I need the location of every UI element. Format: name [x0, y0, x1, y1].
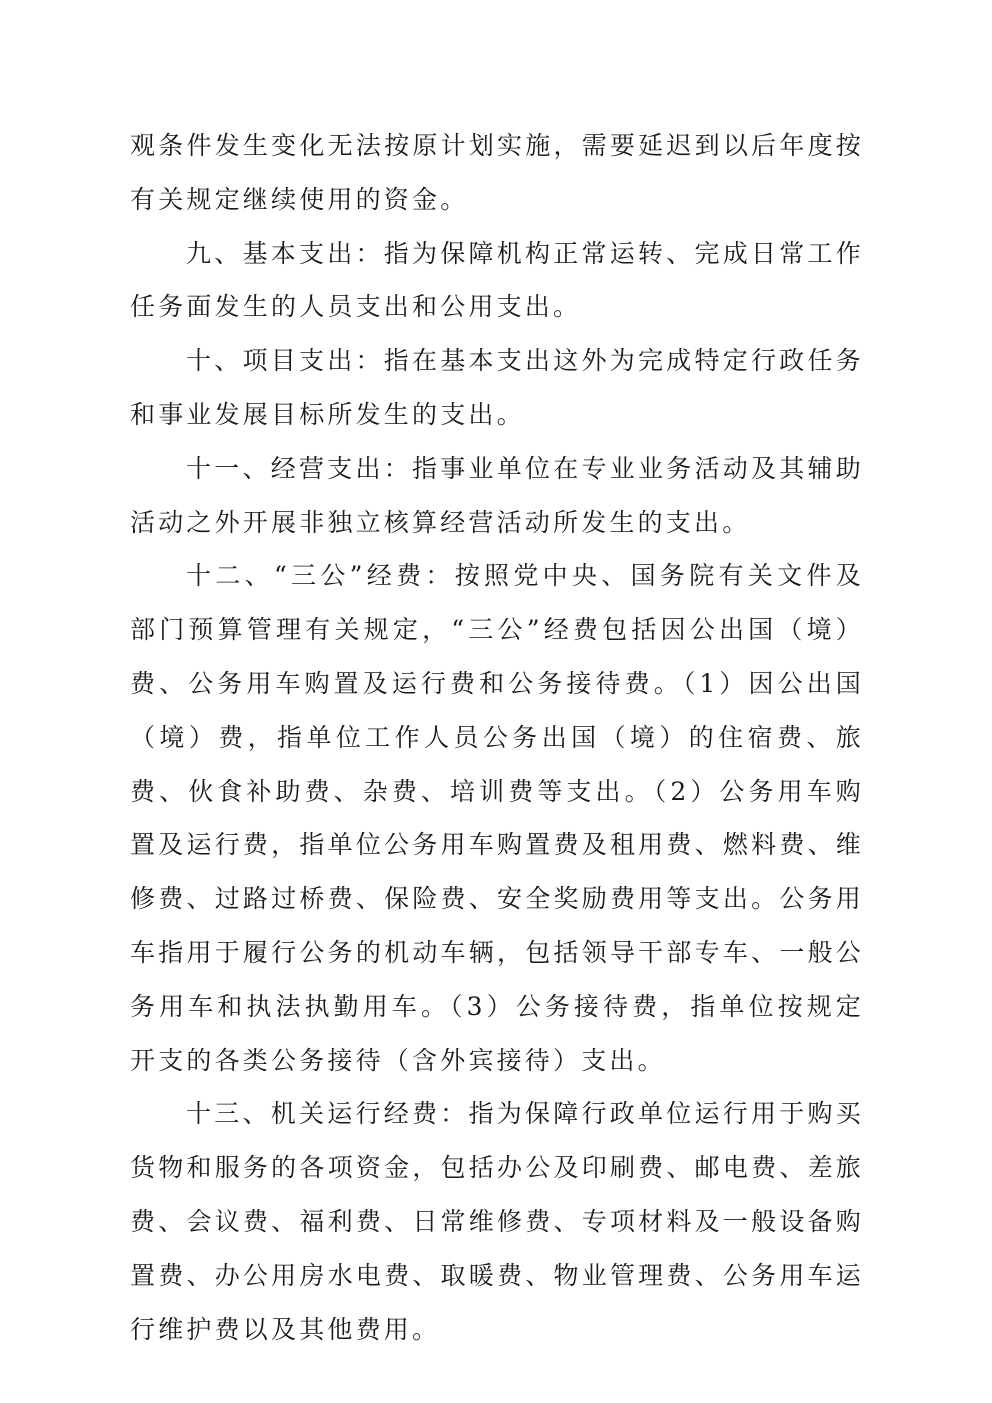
- document-body: [130, 119, 864, 1356]
- paragraph-agency-operating-funds: 十三、机关运行经费：指为保障行政单位运行用于购买货物和服务的各项资金，包括办公及印刷费、邮电费、差旅费、会议费、福利费、日常维修费、专项材料及一般设备购置费、办公用房水电费、取暖费、物业管理费、公务用车运行维护费以及其他费用。: [130, 1099, 864, 1344]
- paragraph-three-public-funds: 十二、“三公”经费：按照党中央、国务院有关文件及部门预算管理有关规定，“三公”经费包括因公出国（境）费、公务用车购置及运行费和公务接待费。（1）因公出国（境）费，指单位工作人员公务出国（境）的住宿费、旅费、伙食补助费、杂费、培训费等支出。（2）公务用车购置及运行费，指单位公务用车购置费及租用费、燃料费、维修费、过路过桥费、保险费、安全奖励费用等支出。公务用车指用于履行公务的机动车辆，包括领导干部专车、一般公务用车和执法执勤用车。（3）公务接待费，指单位按规定开支的各类公务接待（含外宾接待）支出。: [130, 561, 864, 1075]
- paragraph-project-expenditure: 十、项目支出：指在基本支出这外为完成特定行政任务和事业发展目标所发生的支出。: [130, 346, 864, 429]
- paragraph-operating-expenditure: 十一、经营支出：指事业单位在专业业务活动及其辅助活动之外开展非独立核算经营活动所发生的支出。: [130, 453, 864, 537]
- paragraph-continuation: 观条件发生变化无法按原计划实施，需要延迟到以后年度按有关规定继续使用的资金。: [130, 131, 864, 214]
- paragraph-basic-expenditure: 九、基本支出：指为保障机构正常运转、完成日常工作任务面发生的人员支出和公用支出。: [130, 238, 864, 322]
